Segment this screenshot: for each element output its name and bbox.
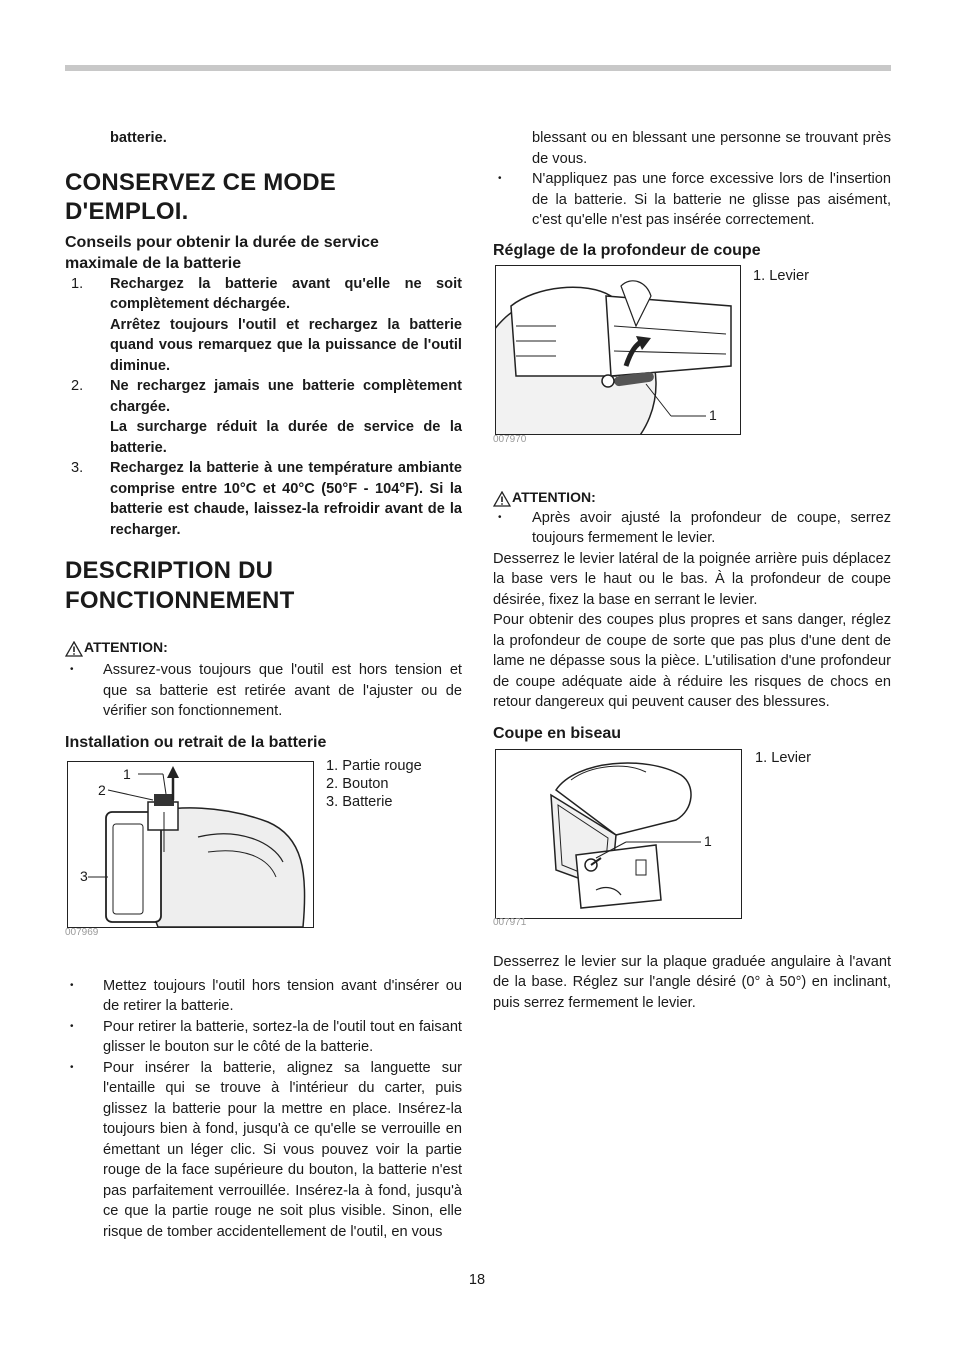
page-number: 18 [468, 1272, 486, 1288]
callout-1: 1 [123, 765, 131, 782]
paragraph-biseau: Desserrez le levier sur la plaque graduée angulaire à l'avant de la base. Réglez sur l'angle désiré (0° à 50°) en inclinant, puis serrez fermement le levier. [493, 953, 891, 1011]
figure-bevel-code: 007971 [493, 916, 527, 928]
heading-reglage: Réglage de la profondeur de coupe [493, 241, 761, 259]
intro-tail: batterie. [110, 130, 167, 146]
callout-1: 1 [709, 406, 717, 423]
battery-bullets [65, 976, 462, 1243]
figure-bevel-legend: 1. Levier [755, 749, 811, 766]
paragraph-profondeur: Pour obtenir des coupes plus propres et sans danger, réglez la profondeur de coupe de sorte que pas plus d'une dent de lame ne dépasse sous la pièce. L'utilisation d'une profondeur de coupe adéquate aide à réduire les risques de chocs en retour dangereux qui peuvent causer des blessures. [493, 612, 891, 710]
bullet-item: • Mettez toujours l'outil hors tension avant d'insérer ou de retirer la batterie. [70, 977, 462, 1014]
left-column [65, 128, 462, 1242]
heading-conservez: CONSERVEZ CE MODE D'EMPLOI. [65, 168, 336, 225]
tips-list [65, 274, 462, 541]
bullet-item: • Pour insérer la batterie, alignez sa languette sur l'entaille qui se trouve à l'intérieur du carter, puis glissez la batterie pour la mettre en place. Insérez-la toujours bien à fond, jusqu'à ce qu'elle se verrouille en émettant un léger clic. Si vous pouvez voir la partie rouge de la face supérieure du bouton, la batterie n'est pas parfaitement verrouillée. Insérez-la à fond, jusqu'à ce que la partie rouge ne soit plus visible. Sinon, elle risque de tomber accidentellement de l'outil, en vous [70, 1059, 462, 1240]
attention-label: ATTENTION: [65, 637, 462, 657]
heading-installation: Installation ou retrait de la batterie [65, 733, 327, 751]
figure-depth [493, 261, 891, 483]
heading-conseils: Conseils pour obtenir la durée de service maximale de la batterie [65, 233, 379, 272]
figure-battery-code: 007969 [65, 926, 99, 938]
bullet-item: • N'appliquez pas une force excessive lors de l'insertion de la batterie. Si la batterie ne glisse pas aisément, c'est qu'elle n'est pas insérée correctement. [498, 171, 891, 228]
figure-depth-legend: 1. Levier [753, 267, 809, 284]
depth-illustration [496, 266, 740, 434]
attention-bullet: • Assurez-vous toujours que l'outil est hors tension et que sa batterie est retirée avant de l'ajuster ou de vérifier son fonctionnement. [70, 662, 462, 719]
figure-battery-legend: 1. Partie rouge 2. Bouton 3. Batterie [326, 757, 422, 810]
figure-depth-image [495, 265, 741, 435]
figure-bevel-image [495, 749, 742, 919]
tip-item: 2. Ne rechargez jamais une batterie complètement chargée. La surcharge réduit la durée de service de la batterie. [71, 378, 462, 456]
figure-depth-code: 007970 [493, 433, 527, 445]
figure-battery-image [67, 761, 314, 928]
bullet-dot: • [70, 979, 74, 991]
heading-description: DESCRIPTION DU FONCTIONNEMENT [65, 557, 295, 614]
warning-triangle-icon [493, 491, 511, 507]
bullet-dot: • [498, 173, 502, 184]
attention-label: ATTENTION: [493, 487, 891, 507]
continued-text: blessant ou en blessant une personne se trouvant près de vous. [532, 130, 891, 167]
figure-battery [65, 753, 462, 968]
bullet-dot: • [70, 664, 74, 675]
tip-item: 3. Rechargez la batterie à une température ambiante comprise entre 10°C et 40°C (50°F - 104°F). Si la batterie est chaude, laissez-la refroidir avant de la recharger. [71, 460, 462, 538]
bullet-dot: • [70, 1020, 74, 1032]
callout-3: 3 [80, 867, 88, 884]
bullet-item: • Pour retirer la batterie, sortez-la de l'outil tout en faisant glisser le bouton sur le côté de la batterie. [70, 1018, 462, 1055]
header-rule [65, 65, 891, 71]
bullet-dot: • [70, 1061, 74, 1073]
paragraph-levier: Desserrez le levier latéral de la poignée arrière puis déplacez la base vers le haut ou le bas. À la profondeur de coupe désirée, fixez la base en serrant le levier. [493, 550, 891, 608]
attention-bullet: • Après avoir ajusté la profondeur de coupe, serrez toujours fermement le levier. [498, 509, 891, 546]
warning-triangle-icon [65, 641, 83, 657]
tip-item: 1. Rechargez la batterie avant qu'elle ne soit complètement déchargée. Arrêtez toujours l'outil et rechargez la batterie quand vous remarquez que la puissance de l'outil diminue. [71, 275, 462, 374]
callout-2: 2 [98, 781, 106, 798]
figure-bevel [493, 744, 891, 974]
bullet-dot: • [498, 511, 502, 523]
right-column [493, 128, 891, 1013]
callout-1: 1 [704, 832, 712, 849]
heading-biseau: Coupe en biseau [493, 724, 622, 742]
